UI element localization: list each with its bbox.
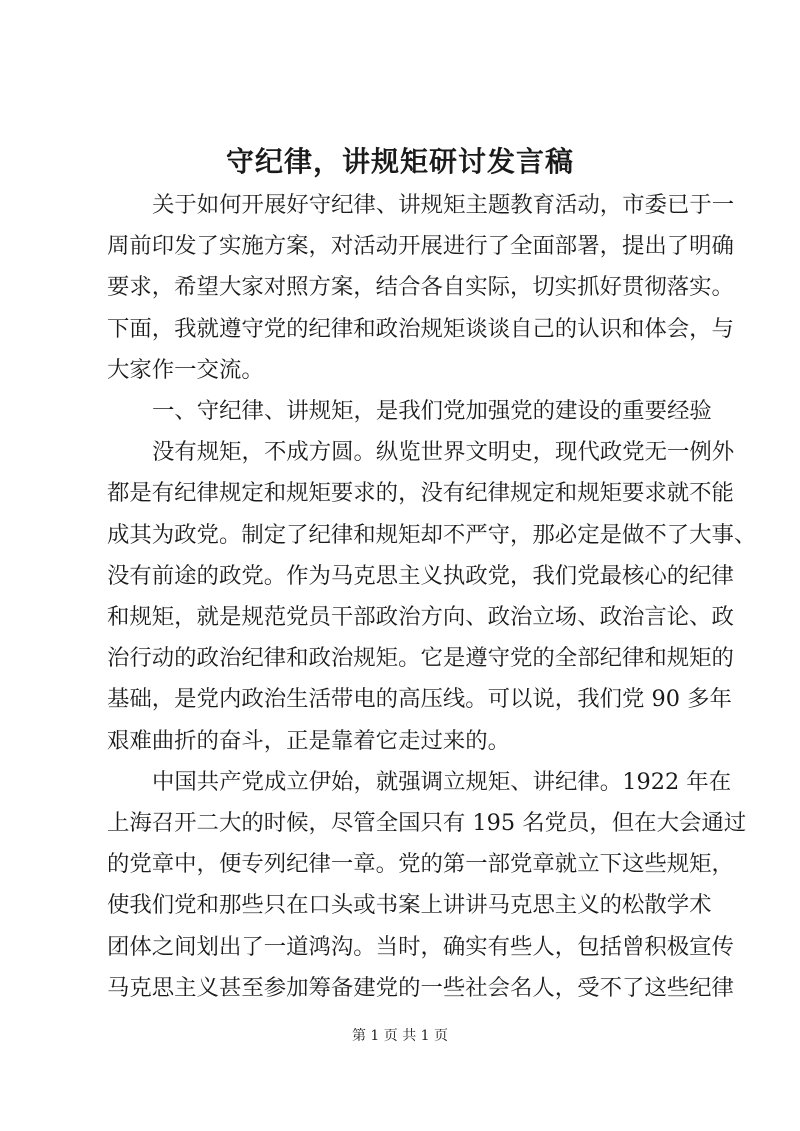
body-line-last: 马克思主义甚至参加筹备建党的一些社会名人，受不了这些纪律 [107, 974, 734, 1001]
page-footer: 第 1 页 共 1 页 [351, 1028, 449, 1044]
body-line: 关于如何开展好守纪律、讲规矩主题教育活动，市委已于一 [152, 192, 735, 218]
body-line: 下面，我就遵守党的纪律和政治规矩谈谈自己的认识和体会，与 [107, 315, 734, 342]
section-heading: 一、守纪律、讲规矩，是我们党加强党的建设的重要经验 [152, 398, 712, 424]
body-line: 上海召开二大的时候，尽管全国只有 195 名党员，但在大会通过 [107, 810, 747, 836]
body-line: 中国共产党成立伊始，就强调立规矩、讲纪律。1922 年在 [152, 768, 732, 795]
body-line: 没有前途的政党。作为马克思主义执政党，我们党最核心的纪律 [107, 562, 734, 589]
body-line: 周前印发了实施方案，对活动开展进行了全面部署，提出了明确 [107, 233, 734, 260]
body-line: 治行动的政治纪律和政治规矩。它是遵守党的全部纪律和规矩的 [107, 645, 734, 672]
body-line: 要求，希望大家对照方案，结合各自实际，切实抓好贯彻落实。 [107, 274, 734, 301]
body-line: 的党章中，便专列纪律一章。党的第一部党章就立下这些规矩， [107, 851, 734, 878]
body-line: 成其为政党。制定了纪律和规矩却不严守，那必定是做不了大事、 [107, 521, 757, 548]
body-line: 艰难曲折的奋斗，正是靠着它走过来的。 [107, 727, 511, 754]
body-line: 大家作一交流。 [107, 356, 264, 383]
document-title: 守纪律，讲规矩研讨发言稿 [225, 145, 574, 178]
body-line: 基础，是党内政治生活带电的高压线。可以说，我们党 90 多年 [107, 686, 732, 713]
body-line: 没有规矩，不成方圆。纵览世界文明史，现代政党无一例外 [152, 439, 735, 466]
body-line: 团体之间划出了一道鸿沟。当时，确实有些人，包括曾积极宣传 [107, 933, 734, 960]
body-line: 都是有纪律规定和规矩要求的，没有纪律规定和规矩要求就不能 [107, 480, 734, 507]
body-line: 和规矩，就是规范党员干部政治方向、政治立场、政治言论、政 [107, 604, 734, 630]
body-line: 使我们党和那些只在口头或书案上讲讲马克思主义的松散学术 [107, 892, 712, 919]
